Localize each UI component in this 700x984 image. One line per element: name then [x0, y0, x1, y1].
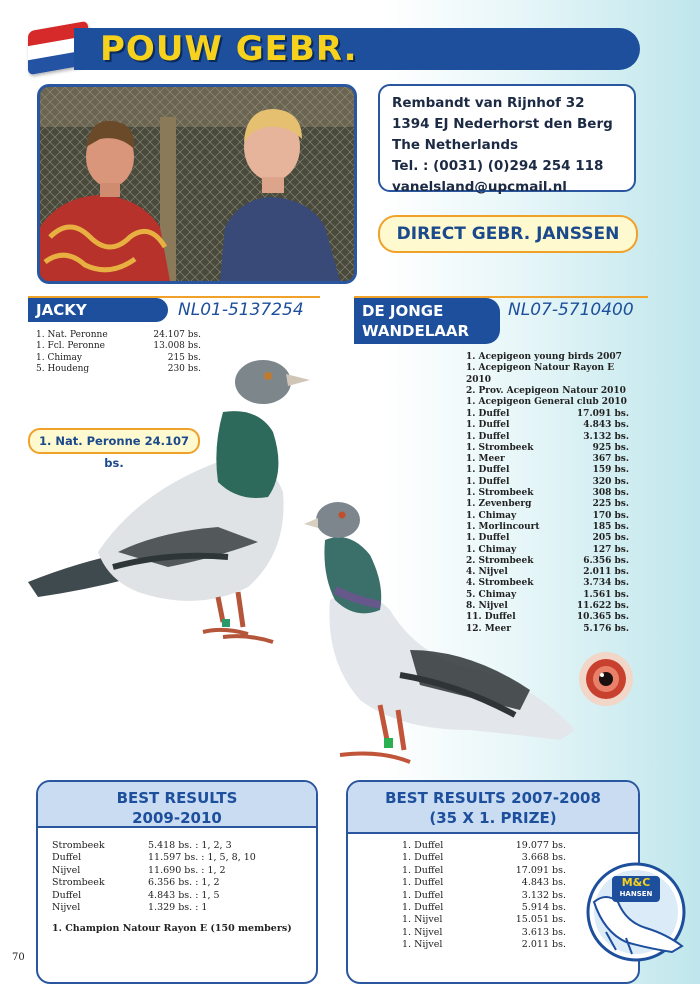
- address-street: Rembandt van Rijnhof 32: [392, 95, 585, 111]
- jacky-ring-number: NL01-5137254: [178, 300, 304, 320]
- table-row: Duffel 11.597 bs. : 1, 5, 8, 10: [52, 852, 256, 864]
- address-city: 1394 EJ Nederhorst den Berg: [392, 116, 613, 132]
- address-email[interactable]: vanelsland@upcmail.nl: [392, 179, 567, 195]
- list-item: 1. Duffel 205 bs.: [466, 533, 629, 544]
- list-item: 4. Strombeek 3.734 bs.: [466, 578, 629, 589]
- list-item: 1. Morlincourt 185 bs.: [466, 521, 629, 532]
- jacky-pigeon-image: [18, 352, 318, 652]
- list-item: 12. Meer 5.176 bs.: [466, 623, 629, 634]
- jacky-name-tag: JACKY: [28, 298, 168, 322]
- wandelaar-titles: [466, 352, 636, 408]
- address-phone: Tel. : (0031) (0)294 254 118: [392, 158, 604, 174]
- table-row: 1. Nijvel 3.613 bs.: [402, 926, 566, 938]
- address-box: [378, 84, 636, 195]
- list-item: 1. Duffel 17.091 bs.: [466, 409, 629, 419]
- list-item: 1. Strombeek 925 bs.: [466, 442, 629, 453]
- list-item: 2. Prov. Acepigeon Natour 2010: [466, 385, 626, 396]
- list-item: 1. Duffel 3.132 bs.: [466, 431, 629, 442]
- list-item: 1. Fcl. Peronne 13.008 bs.: [36, 341, 201, 352]
- list-item: 1. Strombeek 308 bs.: [466, 488, 629, 499]
- best-results-2009-table: [38, 828, 316, 936]
- table-row: Nijvel 11.690 bs. : 1, 2: [52, 864, 226, 876]
- table-row: 1. Nijvel 15.051 bs.: [402, 914, 566, 926]
- table-row: 1. Duffel 4.843 bs.: [402, 877, 566, 889]
- page-title: POUW GEBR.: [100, 29, 358, 69]
- list-item: 1. Chimay 215 bs.: [36, 352, 201, 363]
- list-item: 1. Acepigeon young birds 2007: [466, 352, 622, 362]
- champion-footnote: 1. Champion Natour Rayon E (150 members): [52, 923, 292, 935]
- table-row: Nijvel 1.329 bs. : 1: [52, 902, 208, 914]
- table-row: Duffel 4.843 bs. : 1, 5: [52, 889, 220, 901]
- list-item: 1. Meer 367 bs.: [466, 454, 629, 465]
- direct-janssen-badge: DIRECT GEBR. JANSSEN: [378, 215, 638, 253]
- list-item: 1. Duffel 320 bs.: [466, 476, 629, 487]
- table-row: 1. Nijvel 2.011 bs.: [402, 939, 566, 951]
- best-results-2009-box: [36, 780, 318, 984]
- list-item: 1. Nat. Peronne 24.107 bs.: [36, 330, 201, 340]
- wandelaar-ring-number: NL07-5710400: [508, 300, 634, 320]
- list-item: 1. Acepigeon Natour Rayon E 2010: [466, 363, 615, 385]
- mc-hansen-logo: [586, 862, 686, 962]
- table-row: 1. Duffel 19.077 bs.: [402, 840, 566, 851]
- table-row: 1. Duffel 3.132 bs.: [402, 889, 566, 901]
- table-row: 1. Duffel 3.668 bs.: [402, 852, 566, 864]
- best-results-2007-title: BEST RESULTS 2007-2008 (35 X 1. PRIZE): [348, 782, 638, 834]
- list-item: 8. Nijvel 11.622 bs.: [466, 601, 629, 612]
- best-results-2009-title: BEST RESULTS 2009-2010: [38, 782, 316, 828]
- pigeon-eye-image: [578, 651, 634, 707]
- address-country: The Netherlands: [392, 137, 519, 153]
- logo-badge: M&C HANSEN: [612, 876, 660, 902]
- wandelaar-name-tag: DE JONGE WANDELAAR: [354, 298, 500, 344]
- list-item: 1. Chimay 127 bs.: [466, 544, 629, 555]
- list-item: 1. Duffel 4.843 bs.: [466, 420, 629, 431]
- list-item: 4. Nijvel 2.011 bs.: [466, 567, 629, 578]
- table-row: 1. Duffel 5.914 bs.: [402, 902, 566, 914]
- list-item: 5. Houdeng 230 bs.: [36, 363, 201, 374]
- list-item: 1. Zevenberg 225 bs.: [466, 499, 629, 510]
- jacky-highlight-badge: 1. Nat. Peronne 24.107 bs.: [28, 428, 200, 454]
- list-item: 1. Chimay 170 bs.: [466, 510, 629, 521]
- page-number: 70: [12, 952, 25, 963]
- table-row: 1. Duffel 17.091 bs.: [402, 864, 566, 876]
- list-item: 1. Duffel 159 bs.: [466, 465, 629, 476]
- table-row: Strombeek 5.418 bs. : 1, 2, 3: [52, 840, 232, 851]
- breeders-photo: [37, 84, 357, 284]
- list-item: 5. Chimay 1.561 bs.: [466, 589, 629, 600]
- list-item: 2. Strombeek 6.356 bs.: [466, 555, 629, 566]
- wandelaar-pigeon-image: [300, 500, 590, 780]
- table-row: Strombeek 6.356 bs. : 1, 2: [52, 877, 220, 889]
- list-item: 11. Duffel 10.365 bs.: [466, 612, 629, 623]
- list-item: 1. Acepigeon General club 2010: [466, 397, 627, 408]
- best-results-2007-table: [348, 834, 568, 952]
